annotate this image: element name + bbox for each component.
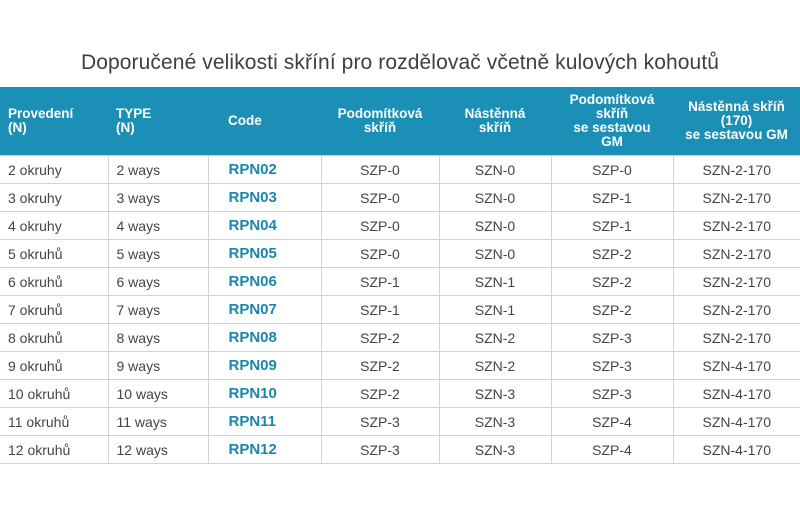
podomitkova-gm-cell: SZP-2 <box>551 296 673 324</box>
code-cell: RPN07 <box>208 296 321 324</box>
type-cell: 9 ways <box>108 352 208 380</box>
table-row <box>0 184 800 212</box>
provedeni-cell: 3 okruhy <box>0 184 108 212</box>
podomitkova-gm-cell: SZP-1 <box>551 184 673 212</box>
table-row <box>0 408 800 436</box>
code-cell: RPN02 <box>208 156 321 184</box>
nastenna-170-gm-cell: SZN-2-170 <box>673 324 800 352</box>
podomitkova-cell: SZP-2 <box>321 352 439 380</box>
table-row <box>0 156 800 184</box>
nastenna-170-gm-cell: SZN-2-170 <box>673 156 800 184</box>
nastenna-cell: SZN-0 <box>439 212 551 240</box>
nastenna-170-gm-cell: SZN-2-170 <box>673 184 800 212</box>
code-cell: RPN10 <box>208 380 321 408</box>
provedeni-cell: 11 okruhů <box>0 408 108 436</box>
provedeni-cell: 2 okruhy <box>0 156 108 184</box>
cabinet-size-table <box>0 87 800 464</box>
nastenna-cell: SZN-3 <box>439 436 551 464</box>
provedeni-cell: 7 okruhů <box>0 296 108 324</box>
provedeni-cell: 5 okruhů <box>0 240 108 268</box>
table-row <box>0 324 800 352</box>
podomitkova-gm-cell: SZP-4 <box>551 408 673 436</box>
nastenna-cell: SZN-0 <box>439 184 551 212</box>
provedeni-cell: 10 okruhů <box>0 380 108 408</box>
podomitkova-gm-cell: SZP-2 <box>551 268 673 296</box>
nastenna-cell: SZN-0 <box>439 240 551 268</box>
table-row <box>0 352 800 380</box>
podomitkova-cell: SZP-0 <box>321 240 439 268</box>
header-code: Code <box>208 87 321 156</box>
type-cell: 8 ways <box>108 324 208 352</box>
code-cell: RPN03 <box>208 184 321 212</box>
podomitkova-cell: SZP-0 <box>321 156 439 184</box>
type-cell: 2 ways <box>108 156 208 184</box>
nastenna-170-gm-cell: SZN-2-170 <box>673 296 800 324</box>
table-row <box>0 296 800 324</box>
podomitkova-gm-cell: SZP-3 <box>551 380 673 408</box>
podomitkova-gm-cell: SZP-1 <box>551 212 673 240</box>
table-row <box>0 240 800 268</box>
type-cell: 12 ways <box>108 436 208 464</box>
provedeni-cell: 8 okruhů <box>0 324 108 352</box>
code-cell: RPN12 <box>208 436 321 464</box>
podomitkova-cell: SZP-3 <box>321 408 439 436</box>
type-cell: 3 ways <box>108 184 208 212</box>
type-cell: 4 ways <box>108 212 208 240</box>
type-cell: 11 ways <box>108 408 208 436</box>
podomitkova-cell: SZP-2 <box>321 324 439 352</box>
type-cell: 6 ways <box>108 268 208 296</box>
nastenna-170-gm-cell: SZN-4-170 <box>673 436 800 464</box>
type-cell: 10 ways <box>108 380 208 408</box>
nastenna-170-gm-cell: SZN-2-170 <box>673 268 800 296</box>
nastenna-cell: SZN-2 <box>439 352 551 380</box>
podomitkova-gm-cell: SZP-3 <box>551 352 673 380</box>
table-title: Doporučené velikosti skříní pro rozdělovač včetně kulových kohoutů <box>80 51 720 74</box>
nastenna-170-gm-cell: SZN-2-170 <box>673 240 800 268</box>
podomitkova-cell: SZP-0 <box>321 184 439 212</box>
type-cell: 7 ways <box>108 296 208 324</box>
table-row <box>0 268 800 296</box>
code-cell: RPN06 <box>208 268 321 296</box>
table-header-row <box>0 87 800 156</box>
provedeni-cell: 12 okruhů <box>0 436 108 464</box>
nastenna-170-gm-cell: SZN-4-170 <box>673 352 800 380</box>
podomitkova-gm-cell: SZP-4 <box>551 436 673 464</box>
code-cell: RPN11 <box>208 408 321 436</box>
code-cell: RPN08 <box>208 324 321 352</box>
nastenna-cell: SZN-2 <box>439 324 551 352</box>
podomitkova-cell: SZP-1 <box>321 268 439 296</box>
header-nastenna-skrin: Nástěnná skříň <box>439 87 551 156</box>
podomitkova-cell: SZP-1 <box>321 296 439 324</box>
table-body <box>0 156 800 464</box>
code-cell: RPN04 <box>208 212 321 240</box>
table-row <box>0 380 800 408</box>
podomitkova-cell: SZP-3 <box>321 436 439 464</box>
provedeni-cell: 9 okruhů <box>0 352 108 380</box>
table-row <box>0 436 800 464</box>
header-provedeni: Provedení (N) <box>0 87 108 156</box>
podomitkova-gm-cell: SZP-2 <box>551 240 673 268</box>
nastenna-cell: SZN-3 <box>439 380 551 408</box>
provedeni-cell: 4 okruhy <box>0 212 108 240</box>
code-cell: RPN05 <box>208 240 321 268</box>
podomitkova-cell: SZP-2 <box>321 380 439 408</box>
nastenna-170-gm-cell: SZN-4-170 <box>673 408 800 436</box>
nastenna-cell: SZN-1 <box>439 268 551 296</box>
header-nastenna-skrin-170-gm: Nástěnná skříň (170) se sestavou GM <box>673 87 800 156</box>
nastenna-cell: SZN-0 <box>439 156 551 184</box>
header-podomitkova-skrin-gm: Podomítková skříň se sestavou GM <box>551 87 673 156</box>
nastenna-cell: SZN-3 <box>439 408 551 436</box>
provedeni-cell: 6 okruhů <box>0 268 108 296</box>
table-row <box>0 212 800 240</box>
type-cell: 5 ways <box>108 240 208 268</box>
podomitkova-gm-cell: SZP-0 <box>551 156 673 184</box>
nastenna-170-gm-cell: SZN-2-170 <box>673 212 800 240</box>
podomitkova-cell: SZP-0 <box>321 212 439 240</box>
header-podomitkova-skrin: Podomítková skříň <box>321 87 439 156</box>
nastenna-170-gm-cell: SZN-4-170 <box>673 380 800 408</box>
nastenna-cell: SZN-1 <box>439 296 551 324</box>
code-cell: RPN09 <box>208 352 321 380</box>
header-type: TYPE (N) <box>108 87 208 156</box>
podomitkova-gm-cell: SZP-3 <box>551 324 673 352</box>
